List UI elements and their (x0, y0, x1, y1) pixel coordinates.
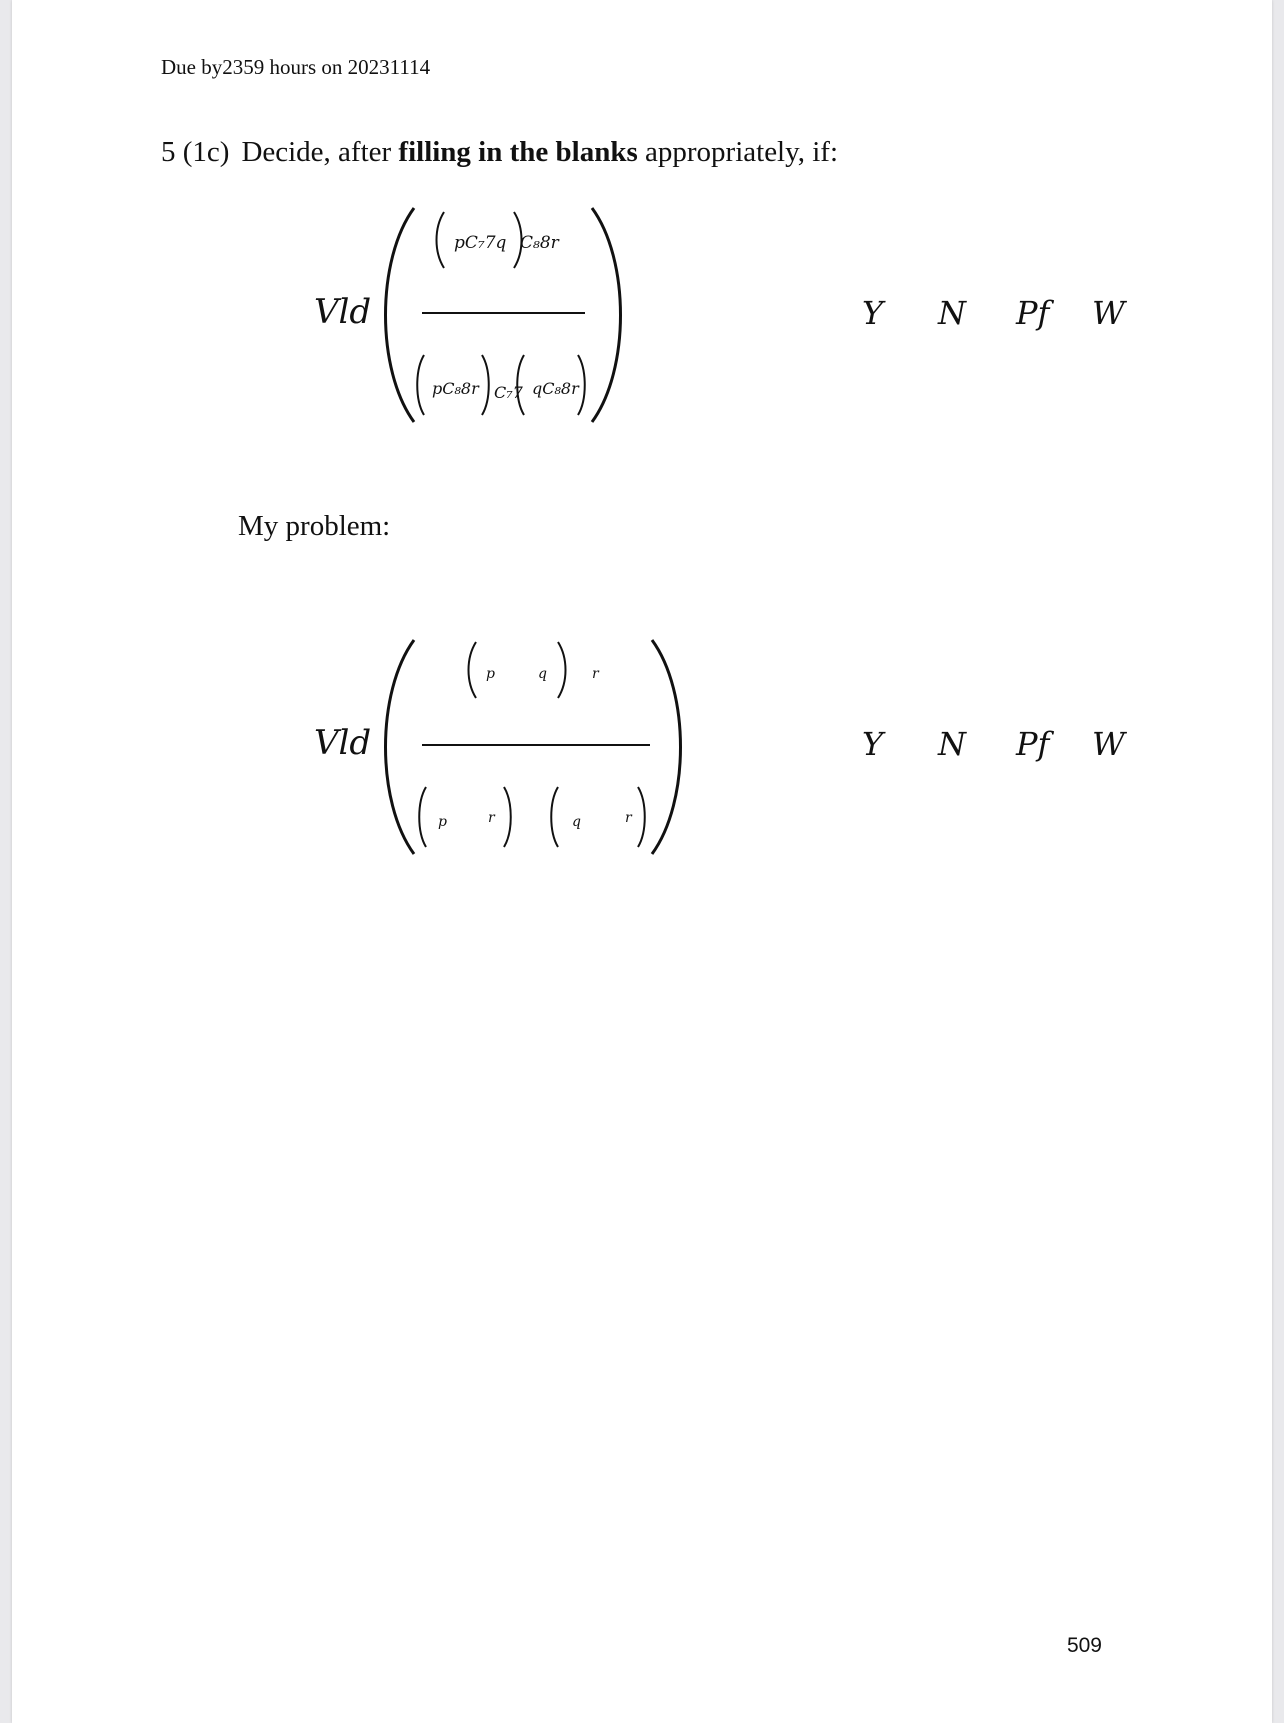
expr1-choice-n[interactable]: N (938, 294, 966, 332)
expr2-den-r2: r (625, 810, 632, 826)
expr1-vld-operator: Vld (314, 292, 372, 332)
expr2-fraction (382, 632, 682, 862)
expr2-den-q: q (572, 814, 581, 830)
expr1-choice-y[interactable]: Y (862, 294, 884, 332)
question-text-before: Decide, after (241, 136, 399, 168)
expr1-den-right: qC₈8r (532, 379, 579, 398)
question-text-after: appropriately, if: (637, 136, 839, 168)
expr2-num-q: q (538, 666, 547, 682)
question-number: 5 (1c) (161, 136, 230, 168)
expr2-choice-y[interactable]: Y (862, 725, 884, 763)
expr2-den-r1: r (488, 810, 495, 826)
expr2-choice-w[interactable]: W (1092, 725, 1125, 763)
due-date-header: Due by2359 hours on 20231114 (161, 55, 431, 79)
expr1-choice-w[interactable]: W (1092, 294, 1125, 332)
expr1-num-outer: C₈8r (520, 233, 559, 253)
expr2-vld-operator: Vld (314, 723, 372, 763)
expr1-fraction (382, 200, 632, 430)
question-text-bold: filling in the blanks (398, 136, 638, 168)
expr1-choice-pf[interactable]: Pf (1016, 294, 1050, 332)
expr1-den-left: pC₈8r (432, 379, 479, 398)
document-page (12, 0, 1272, 1723)
expr1-den-mid: C₇7 (494, 383, 523, 402)
expr2-num-r: r (592, 666, 599, 682)
expr2-den-p: p (438, 814, 447, 830)
my-problem-label: My problem: (238, 510, 391, 542)
expr2-choice-pf[interactable]: Pf (1016, 725, 1050, 763)
question-prompt (161, 136, 838, 169)
page-number: 509 (1066, 1634, 1102, 1657)
expr2-choice-n[interactable]: N (938, 725, 966, 763)
expr2-num-p: p (486, 666, 495, 682)
expr1-num-inner: pC₇7q (454, 233, 507, 253)
